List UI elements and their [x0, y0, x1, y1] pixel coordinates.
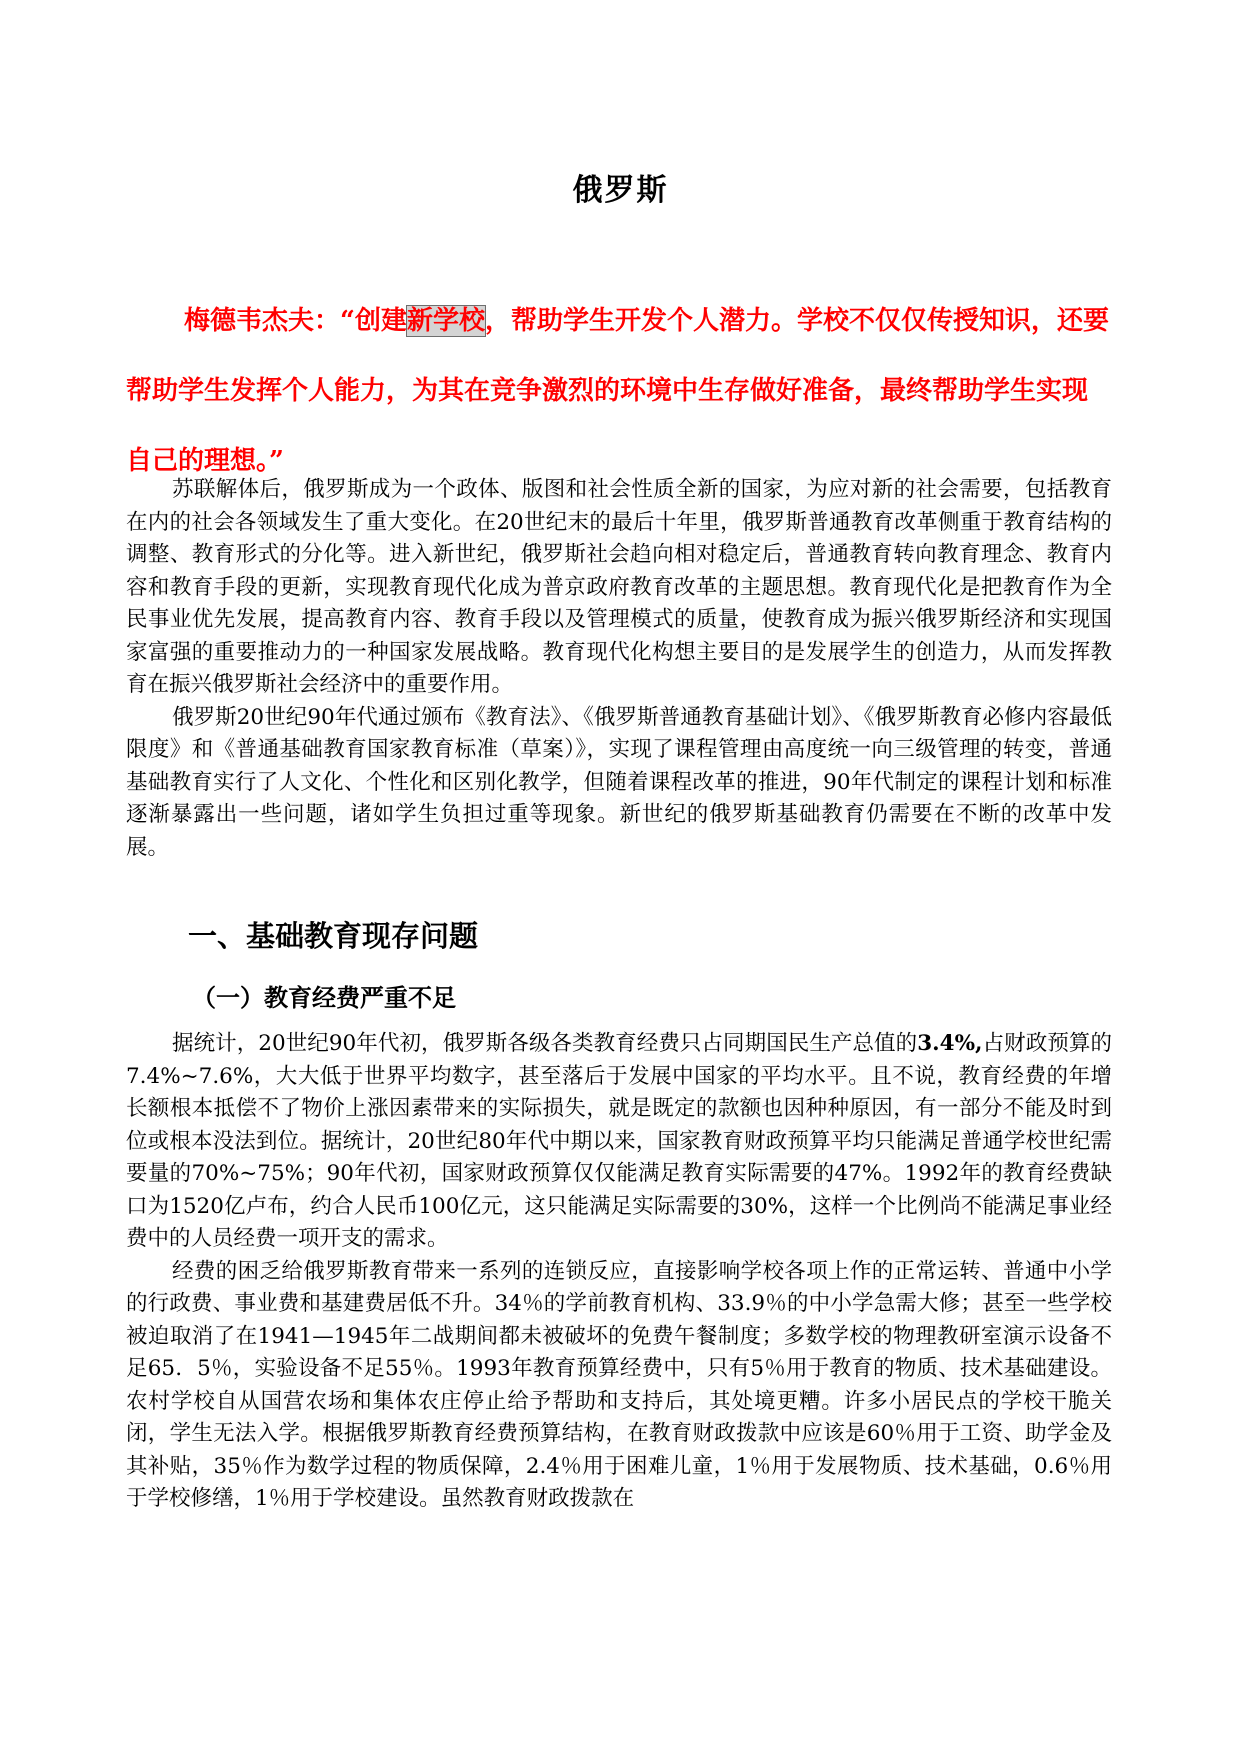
quote-text-start: 梅德韦杰夫：“创建	[184, 306, 407, 336]
funding-section	[126, 1028, 1112, 1516]
intro-section	[126, 474, 1112, 864]
section-heading: 一、基础教育现存问题	[188, 919, 479, 953]
page-title: 俄罗斯	[572, 173, 669, 208]
gdp-percentage: 3.4%,	[917, 1031, 983, 1056]
intro-paragraph-1: 苏联解体后，俄罗斯成为一个政体、版图和社会性质全新的国家，为应对新的社会需要，包括教育在内的社会各领域发生了重大变化。在20世纪末的最后十年里，俄罗斯普通教育改革侧重于教育结构的调整、教育形式的分化等。进入新世纪，俄罗斯社会趋向相对稳定后，普通教育转向教育理念、教育内容和教育手段的更新，实现教育现代化成为普京政府教育改革的主题思想。教育现代化是把教育作为全民事业优先发展，提高教育内容、教育手段以及管理模式的质量，使教育成为振兴俄罗斯经济和实现国家富强的重要推动力的一种国家发展战略。教育现代化构想主要目的是发展学生的创造力，从而发挥教育在振兴俄罗斯社会经济中的重要作用。	[126, 477, 1112, 697]
funding-paragraph-1	[126, 1028, 1112, 1256]
funding-text-end: 占财政预算的7.4%~7.6%，大大低于世界平均数字，甚至落后于发展中国家的平均水平。且不说，教育经费的年增长额根本抵偿不了物价上涨因素带来的实际损失，就是既定的款额也因种种原因，有一部分不能及时到位或根本没法到位。据统计，20世纪80年代中期以来，国家教育财政预算平均只能满足普通学校世纪需要量的70%~75%；90年代初，国家财政预算仅仅能满足教育实际需要的47%。1992年的教育经费缺口为1520亿卢布，约合人民币100亿元，这只能满足实际需要的30%，这样一个比例尚不能满足事业经费中的人员经费一项开支的需求。	[126, 1031, 1112, 1251]
quote-text-end: ，帮助学生开发个人潜力。学校不仅仅传授知识，还要帮助学生发挥个人能力，为其在竞争激烈的环境中生存做好准备，最终帮助学生实现自己的理想。”	[126, 306, 1109, 476]
subsection-heading: （一）教育经费严重不足	[192, 984, 456, 1012]
highlighted-selection[interactable]: 新学校	[406, 306, 485, 336]
funding-text-start: 据统计，20世纪90年代初，俄罗斯各级各类教育经费只占同期国民生产总值的	[172, 1031, 918, 1056]
intro-paragraph-2: 俄罗斯20世纪90年代通过颁布《教育法》、《俄罗斯普通教育基础计划》、《俄罗斯教育必修内容最低限度》和《普通基础教育国家教育标准（草案）》，实现了课程管理由高度统一向三级管理的转变，普通基础教育实行了人文化、个性化和区别化教学，但随着课程改革的推进，90年代制定的课程计划和标准逐渐暴露出一些问题，诸如学生负担过重等现象。新世纪的俄罗斯基础教育仍需要在不断的改革中发展。	[126, 704, 1112, 860]
medvedev-quote	[126, 286, 1112, 496]
funding-paragraph-2: 经费的困乏给俄罗斯教育带来一系列的连锁反应，直接影响学校各项上作的正常运转、普通中小学的行政费、事业费和基建费居低不升。34％的学前教育机构、33.9％的中小学急需大修；甚至一些学校被迫取消了在1941—1945年二战期间都未被破坏的免费午餐制度；多数学校的物理教研室演示设备不足65．5％，实验设备不足55％。1993年教育预算经费中，只有5％用于教育的物质、技术基础建设。农村学校自从国营农场和集体农庄停止给予帮助和支持后，其处境更糟。许多小居民点的学校干脆关闭，学生无法入学。根据俄罗斯教育经费预算结构，在教育财政拨款中应该是60％用于工资、助学金及其补贴，35％作为数学过程的物质保障，2.4％用于困难儿童，1％用于发展物质、技术基础，0.6％用于学校修缮，1％用于学校建设。虽然教育财政拨款在	[126, 1258, 1112, 1511]
